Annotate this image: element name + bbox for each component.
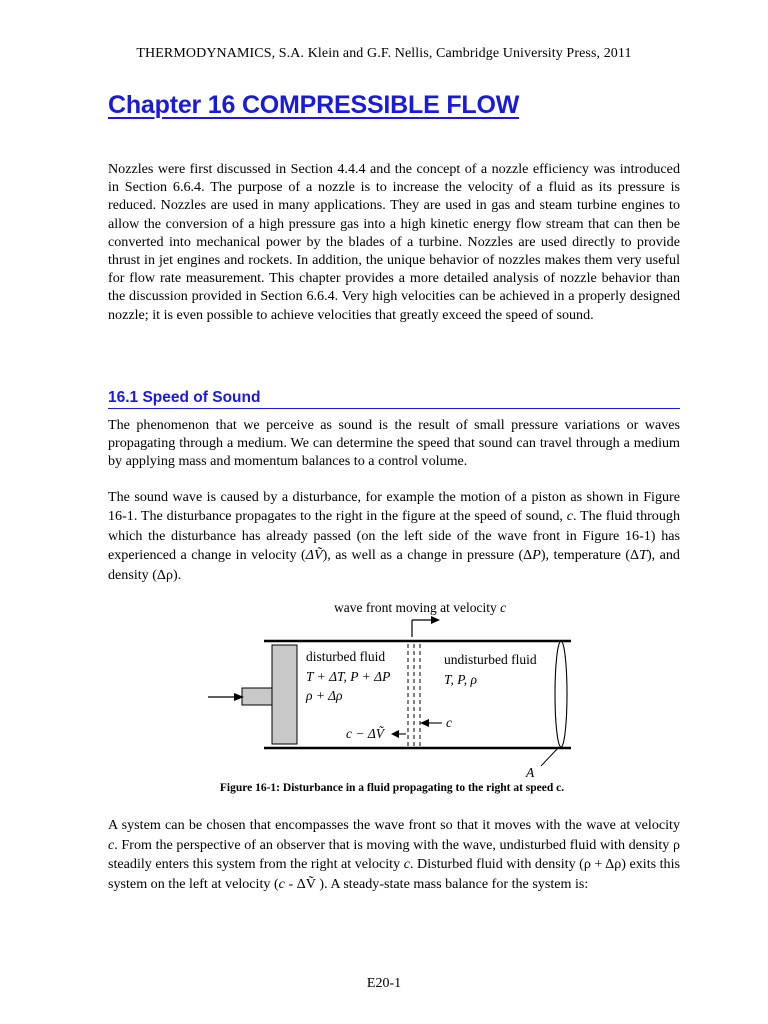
wave-speed-label: c — [446, 715, 452, 730]
area-leader-line — [541, 747, 559, 766]
section-heading: 16.1 Speed of Sound — [108, 389, 680, 409]
speed-of-sound-paragraph-3: A system can be chosen that encompasses the wave front so that it moves with the wave at velocity c. From the perspective of an observer that is moving with the wave, undisturbed fluid with density ρ steadily enters this system from the right at velocity c. Disturbed fluid with density (ρ + Δρ) exits this system on the left at velocity (c - ΔṼ ). A steady-state mass balance for the system is: — [108, 817, 680, 892]
disturbed-fluid-state-2: ρ + Δρ — [306, 688, 343, 703]
piston-rod — [242, 688, 272, 705]
intro-paragraph: Nozzles were first discussed in Section 4.4.4 and the concept of a nozzle efficiency was introduced in Section 6.6.4. The purpose of a nozzle is to increase the velocity of a fluid as its pressure is reduced. Nozzles are used in many applications. They are used in gas and steam turbine engines to allow the conversion of a high pressure gas into a high kinetic energy flow stream that can then be converted into mechanical power by the blades of a turbine. Nozzles are used directly to provide thrust in jet engines and rockets. In addition, the unique behavior of nozzles makes them very useful for flow rate measurement. This chapter provides a more detailed analysis of nozzle behavior than the discussion provided in Section 6.6.4. Very high velocities can be achieved in a properly designed nozzle; it is even possible to achieve velocities that greatly exceed the speed of sound. — [108, 161, 680, 323]
wave-front-label: wave front moving at velocity c — [334, 600, 507, 615]
exit-velocity-label: c − ΔṼ — [346, 726, 385, 741]
exit-velocity-arrow-head — [391, 730, 399, 738]
figure-caption: Figure 16-1: Disturbance in a fluid propagating to the right at speed c. — [219, 782, 565, 794]
running-header: THERMODYNAMICS, S.A. Klein and G.F. Nellis, Cambridge University Press, 2011 — [136, 46, 632, 61]
wave-speed-arrow-head — [420, 719, 429, 727]
chapter-title: Chapter 16 COMPRESSIBLE FLOW — [108, 91, 520, 119]
speed-of-sound-paragraph-1: The phenomenon that we perceive as sound is the result of small pressure variations or waves propagating through a medium. We can determine the speed that sound can travel through a medium by applying mass and momentum balances to a control volume. — [108, 417, 680, 470]
wave-arrow-head — [431, 616, 440, 624]
disturbed-fluid-title: disturbed fluid — [306, 649, 386, 664]
area-a-ellipse — [555, 641, 567, 747]
page-number: E20-1 — [366, 976, 402, 991]
undisturbed-fluid-state: T, P, ρ — [444, 672, 477, 687]
area-label: A — [526, 765, 535, 780]
piston-diagram — [196, 596, 588, 784]
disturbed-fluid-state-1: T + ΔT, P + ΔP — [306, 669, 391, 684]
figure-16-1 — [196, 596, 588, 784]
piston-head — [272, 645, 297, 744]
speed-of-sound-paragraph-2: The sound wave is caused by a disturbance, for example the motion of a piston as shown in Figure 16-1. The disturbance propagates to the right in the figure at the speed of sound, c. The fluid through which the disturbance has already passed (on the left side of the wave front in Figure 16-1) has experienced a change in velocity (ΔṼ), as well as a change in pressure (ΔP), temperature (ΔT), and density (Δρ). — [108, 489, 680, 583]
undisturbed-fluid-title: undisturbed fluid — [444, 652, 537, 667]
